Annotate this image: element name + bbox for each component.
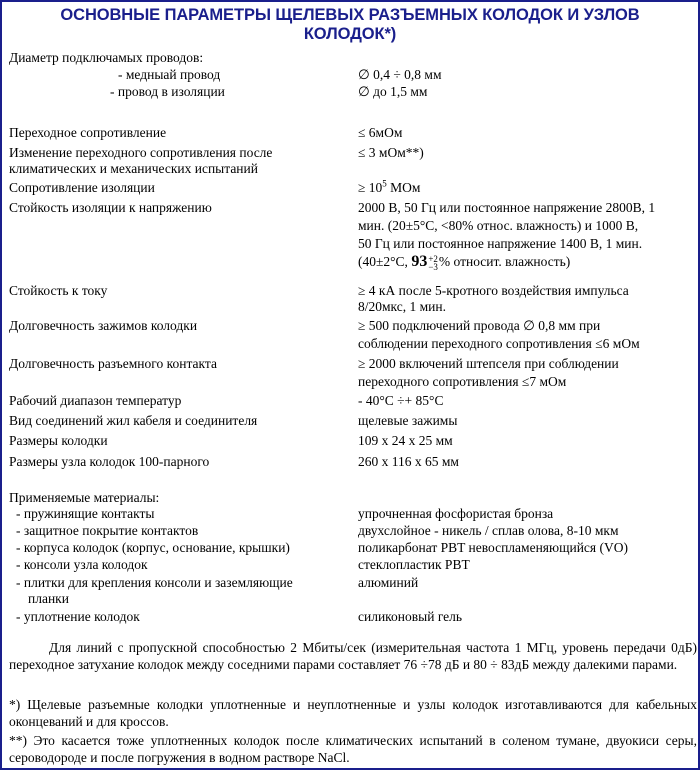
current-strength-value-2: 8/20мкс, 1 мин. <box>358 299 447 314</box>
voltage-strength-label: Стойкость изоляции к напряжению <box>9 200 212 215</box>
block-size-value: 109 x 24 x 25 мм <box>358 433 453 448</box>
block-size-label: Размеры колодки <box>9 433 108 448</box>
material-item-value: силиконовый гель <box>358 609 463 624</box>
material-item-label: - защитное покрытие контактов <box>16 523 199 538</box>
voltage-strength-value-4: (40±2°С, 93 +2 −3 % относит. влажность) <box>358 253 571 272</box>
clamp-durability-value-1: ≥ 500 подключений провода ∅ 0,8 мм при <box>358 318 601 333</box>
contact-resistance-value: ≤ 6мОм <box>358 125 403 140</box>
page-title <box>2 6 698 44</box>
node-size-label: Размеры узла колодок 100-парного <box>9 454 210 469</box>
contact-durability-value-2: переходного сопротивления ≤7 мОм <box>358 374 567 389</box>
material-item-label: - пружинящие контакты <box>16 506 155 521</box>
material-item-label: - уплотнение колодок <box>16 609 140 624</box>
material-item-value: алюминий <box>358 575 419 590</box>
insulated-wire-value: ∅ до 1,5 мм <box>358 84 428 99</box>
insulation-resistance-value: ≥ $10^5$ МОм <box>358 178 421 195</box>
contact-durability-label: Долговечность разъемного контакта <box>9 356 217 371</box>
insulation-resistance-label: Сопротивление изоляции <box>9 180 155 195</box>
crosstalk-paragraph: Для линий с пропускной способностью 2 Мбиты/сек (измерительная частота 1 МГц, уровень передачи 0дБ) переходное затухание колодок между соседними парами составляет 76 ÷78 дБ и 80 ÷ 83дБ между далекими парами. <box>9 640 697 672</box>
copper-wire-value: ∅ 0,4 ÷ 0,8 мм <box>358 67 442 82</box>
clamp-durability-label: Долговечность зажимов колодки <box>9 318 198 333</box>
material-item-value: двухслойное - никель / сплав олова, 8-10 мкм <box>358 523 619 538</box>
footnote-1: *) Щелевые разъемные колодки уплотненные и неуплотненные и узлы колодок изготавливаются для кабельных оконцеваний и для кроссов. <box>9 697 697 729</box>
resistance-change-value: ≤ 3 мОм**) <box>358 145 424 160</box>
clamp-durability-value-2: соблюдении переходного сопротивления ≤6 мОм <box>358 336 640 351</box>
materials-label: Применяемые материалы: <box>9 490 160 505</box>
voltage-strength-value-1: 2000 В, 50 Гц или постоянное напряжение 2800В, 1 <box>358 200 656 215</box>
page-title-line-2: КОЛОДОК*) <box>303 25 397 43</box>
diameter-label: Диаметр подключамых проводов: <box>9 50 204 65</box>
material-item-label-cont: планки <box>28 591 69 606</box>
connection-type-value: щелевые зажимы <box>358 413 458 428</box>
resistance-change-label-1: Изменение переходного сопротивления после <box>9 145 273 160</box>
page-title-line-1: ОСНОВНЫЕ ПАРАМЕТРЫ ЩЕЛЕВЫХ РАЗЪЕМНЫХ КОЛОДОК И УЗЛОВ <box>60 6 640 24</box>
copper-wire-label: - медныай провод <box>118 67 221 82</box>
material-item-label: - корпуса колодок (корпус, основание, крышки) <box>16 540 290 555</box>
current-strength-value-1: ≥ 4 кА после 5-кротного воздействия импульса <box>358 283 629 298</box>
current-strength-label: Стойкость к току <box>9 283 108 298</box>
insulated-wire-label: - провод в изоляции <box>110 84 225 99</box>
voltage-strength-value-2: мин. (20±5°С, <80% относ. влажность) и 1000 В, <box>358 218 639 233</box>
voltage-strength-value-3: 50 Гц или постоянное напряжение 1400 В, 1 мин. <box>358 236 643 251</box>
material-item-value: поликарбонат PBT невоспламеняющийся (VO) <box>358 540 628 555</box>
material-item-label: - плитки для крепления консоли и заземляющие <box>16 575 293 590</box>
temperature-range-label: Рабочий диапазон температур <box>9 393 182 408</box>
material-item-label: - консоли узла колодок <box>16 557 148 572</box>
temperature-range-value: - 40°С ÷+ 85°С <box>358 393 444 408</box>
node-size-value: 260 x 116 x 65 мм <box>358 454 459 469</box>
contact-resistance-label: Переходное сопротивление <box>9 125 167 140</box>
material-item-value: упрочненная фосфористая бронза <box>358 506 554 521</box>
resistance-change-label-2: климатических и механических испытаний <box>9 161 258 176</box>
footnote-2: **) Это касается тоже уплотненных колодок после климатических испытаний в соленом тумане, двуокиси серы, сероводороде и после погружения в водном растворе NaCl. <box>9 733 697 765</box>
material-item-value: стеклопластик PBT <box>358 557 470 572</box>
contact-durability-value-1: ≥ 2000 включений штепселя при соблюдении <box>358 356 619 371</box>
connection-type-label: Вид соединений жил кабеля и соединителя <box>9 413 258 428</box>
